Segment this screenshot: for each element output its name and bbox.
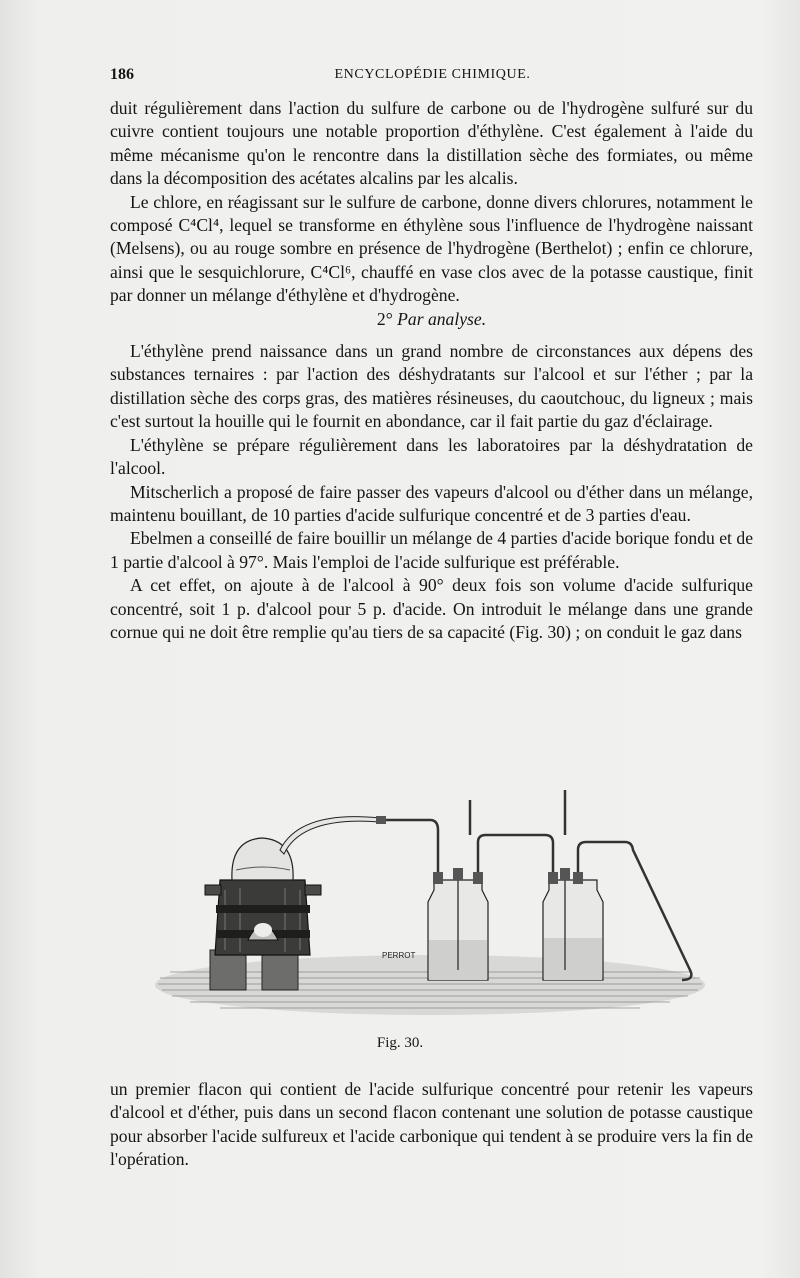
tube-connector xyxy=(376,816,386,824)
paragraph-flacons: un premier flacon qui contient de l'acide sulfurique concentré pour retenir les vapeurs d'alcool et d'éther, puis dans un second flacon contenant une solution de potasse caustique pour absorber l'acide sulfureux et l'acide carbonique qui tendent à se produire vers la fin de l'opération. xyxy=(110,1079,753,1170)
section-number: 2° xyxy=(376,308,393,329)
paragraph-ebelmen: Ebelmen a conseillé de faire bouillir un mélange de 4 parties d'acide borique fondu et de 1 partie d'alcool à 97°. Mais l'emploi de l'acide sulfurique est préférable. xyxy=(110,528,753,572)
paragraph-continuation: duit régulièrement dans l'action du sulfure de carbone ou de l'hydrogène sulfuré sur du cuivre contient toujours une notable proportion d'éthylène. C'est également à l'aide du même mécanisme qu'on le rencontre dans la distillation sèche des formiates, ou même dans la décomposition des acétates alcalins par les alcalis. xyxy=(110,98,753,189)
body-text-bottom xyxy=(110,1078,753,1172)
wash-bottle-potash xyxy=(543,868,603,980)
paragraph-naissance: L'éthylène prend naissance dans un grand nombre de circonstances aux dépens des substances ternaires : par l'action des déshydratants sur l'alcool et sur l'éther ; par la distillation sèche des corps gras, des matières résineuses, du caoutchouc, du ligneux ; mais c'est surtout la houille qui le fournit en abondance, car il fait partie du gaz d'éclairage. xyxy=(110,341,753,432)
running-head xyxy=(110,66,755,88)
wash-bottle-sulfuric-acid xyxy=(428,868,488,980)
paragraph-procedure: A cet effet, on ajoute à de l'alcool à 90° deux fois son volume d'acide sulfurique concentré, soit 1 p. d'alcool pour 5 p. d'acide. On introduit le mélange dans une grande cornue qui ne doit être remplie qu'au tiers de sa capacité (Fig. 30) ; on conduit le gaz dans xyxy=(110,575,753,642)
running-title: ENCYCLOPÉDIE CHIMIQUE. xyxy=(334,67,531,82)
paragraph-preparation: L'éthylène se prépare régulièrement dans les laboratoires par la déshydratation de l'alcool. xyxy=(110,434,753,479)
figure-30-illustration xyxy=(150,780,710,1020)
section-heading xyxy=(110,308,753,331)
section-title: Par analyse. xyxy=(397,308,487,329)
delivery-tubes xyxy=(380,790,691,980)
figure-caption: Fig. 30. xyxy=(376,1035,424,1051)
paragraph-mitscherlich: Mitscherlich a proposé de faire passer des vapeurs d'alcool ou d'éther dans un mélange, maintenu bouillant, de 10 parties d'acide sulfurique concentré et de 3 parties d'eau. xyxy=(110,481,753,525)
engraver-signature: PERROT xyxy=(382,951,416,960)
paragraph-chlore: Le chlore, en réagissant sur le sulfure de carbone, donne divers chlorures, notamment le composé C⁴Cl⁴, lequel se transforme en éthylène sous l'influence de l'hydrogène naissant (Melsens), ou au rouge sombre en présence de l'hydrogène (Berthelot) ; enfin ce chlorure, ainsi que le sesquichlorure, C⁴Cl⁶, chauffé en vase clos avec de la potasse caustique, finit par donner un mélange d'éthylène et d'hydrogène. xyxy=(110,191,753,306)
page-number: 186 xyxy=(110,66,134,83)
body-text-top xyxy=(110,97,753,644)
